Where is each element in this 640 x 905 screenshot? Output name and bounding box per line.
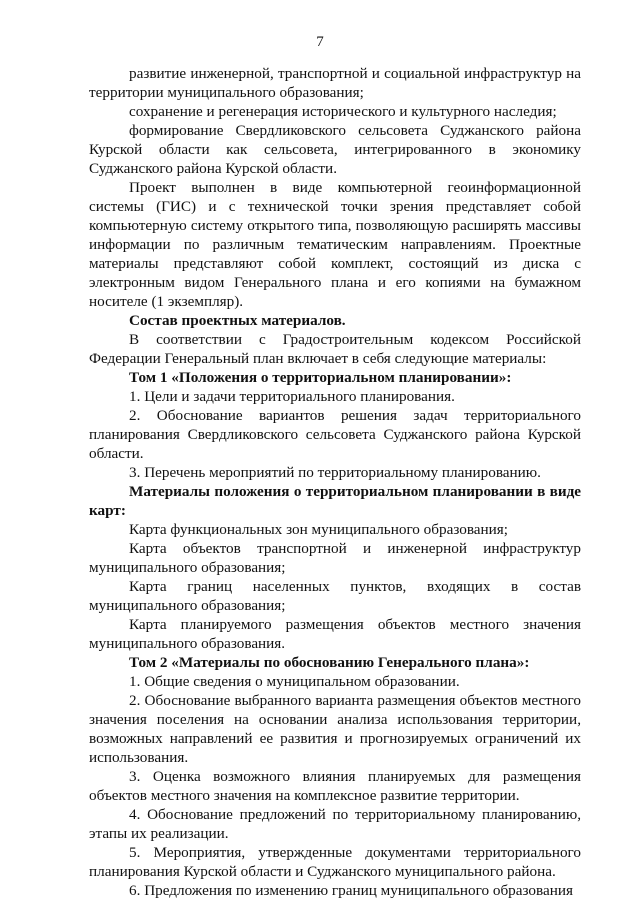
maps-heading: Материалы положения о территориальном планировании в виде карт: xyxy=(89,483,581,519)
paragraph-3: формирование Свердликовского сельсовета Суджанского района Курской области как сельсовета, интегрированного в экономику Суджанского района Курской области. xyxy=(89,122,581,177)
page-number: 7 xyxy=(316,34,324,50)
map-item-4: Карта планируемого размещения объектов местного значения муниципального образования. xyxy=(89,616,581,652)
volume-2-item-5: 5. Мероприятия, утвержденные документами территориального планирования Курской области и Суджанского муниципального района. xyxy=(89,844,581,880)
paragraph-2: сохранение и регенерация исторического и культурного наследия; xyxy=(129,103,557,120)
volume-2-item-1: 1. Общие сведения о муниципальном образовании. xyxy=(129,673,460,690)
map-item-2: Карта объектов транспортной и инженерной инфраструктур муниципального образования; xyxy=(89,540,581,576)
list-item-1: 1. Цели и задачи территориального планирования. xyxy=(129,388,455,405)
document-body xyxy=(89,64,581,900)
paragraph-4: Проект выполнен в виде компьютерной геоинформационной системы (ГИС) и с технической точки зрения представляет собой компьютерную систему открытого типа, позволяющую расширять массивы информации по различным тематическим направлениям. Проектные материалы представляют собой комплект, состоящий из диска с электронным видом Генерального плана и его копиями на бумажном носителе (1 экземпляр). xyxy=(89,179,581,310)
volume-1-heading: Том 1 «Положения о территориальном планировании»: xyxy=(129,369,512,386)
list-item-3: 3. Перечень мероприятий по территориальному планированию. xyxy=(129,464,541,481)
list-item-2: 2. Обоснование вариантов решения задач территориального планирования Свердликовского сельсовета Суджанского района Курской области. xyxy=(89,407,581,462)
map-item-1: Карта функциональных зон муниципального образования; xyxy=(129,521,509,538)
volume-2-item-3: 3. Оценка возможного влияния планируемых для размещения объектов местного значения на комплексное развитие территории. xyxy=(89,768,581,804)
paragraph-6: В соответствии с Градостроительным кодексом Российской Федерации Генеральный план включает в себя следующие материалы: xyxy=(89,331,581,367)
volume-2-item-4: 4. Обоснование предложений по территориальному планированию, этапы их реализации. xyxy=(89,806,581,842)
map-item-3: Карта границ населенных пунктов, входящих в состав муниципального образования; xyxy=(89,578,581,614)
volume-2-item-6: 6. Предложения по изменению границ муниципального образования xyxy=(129,882,573,899)
paragraph-1: развитие инженерной, транспортной и социальной инфраструктур на территории муниципального образования; xyxy=(89,65,581,101)
volume-2-heading: Том 2 «Материалы по обоснованию Генерального плана»: xyxy=(129,654,530,671)
section-heading-materials: Состав проектных материалов. xyxy=(129,312,346,329)
volume-2-item-2: 2. Обоснование выбранного варианта размещения объектов местного значения поселения на основании анализа использования территории, возможных направлений ее развития и прогнозируемых ограничений их использования. xyxy=(89,692,581,766)
